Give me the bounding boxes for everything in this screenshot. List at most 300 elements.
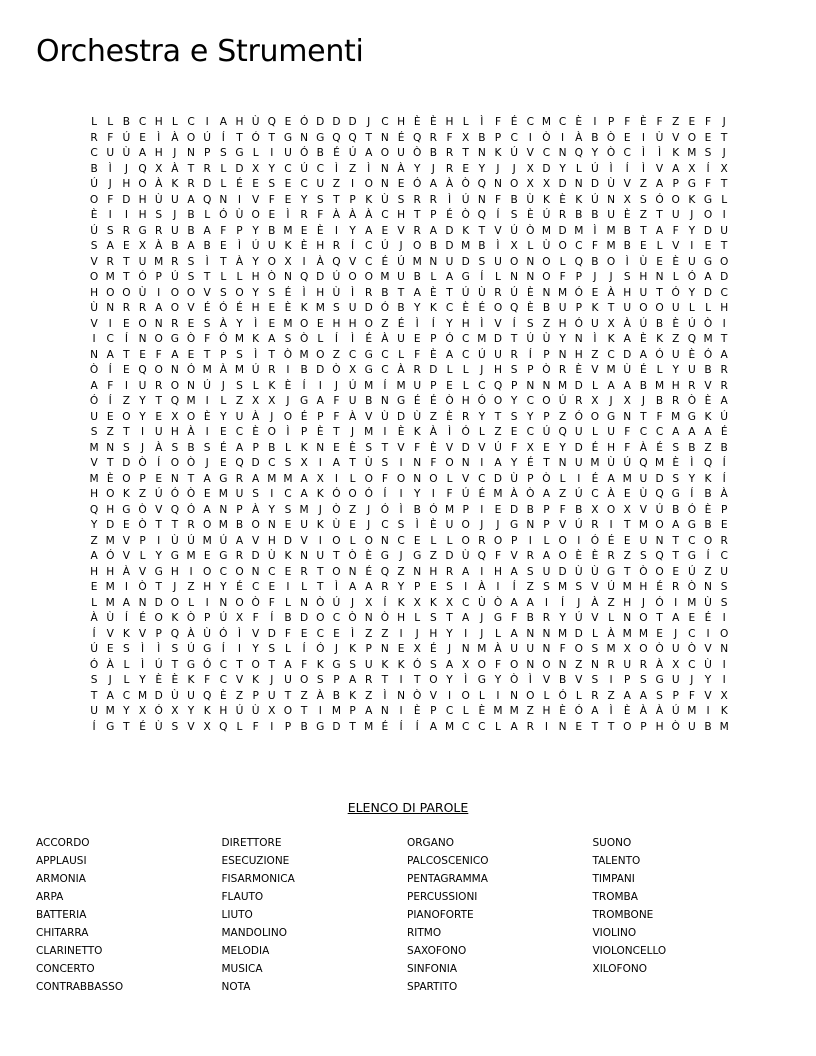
grid-letter: O (235, 596, 244, 609)
grid-letter: N (623, 612, 632, 624)
grid-letter: H (397, 116, 406, 128)
grid-letter: Í (383, 379, 387, 392)
grid-letter: V (122, 550, 131, 562)
grid-letter: U (639, 286, 648, 299)
grid-row (86, 627, 732, 643)
grid-letter: Y (478, 162, 486, 175)
grid-letter: X (623, 503, 631, 516)
grid-letter: Ó (429, 503, 438, 516)
grid-letter: Ò (639, 565, 648, 578)
grid-letter: T (123, 255, 130, 268)
grid-letter: Ú (494, 441, 502, 454)
grid-letter: Í (722, 472, 726, 485)
grid-letter: J (690, 674, 694, 686)
grid-letter: D (348, 116, 357, 128)
grid-letter: Ò (606, 147, 616, 159)
grid-letter: Ú (187, 534, 195, 547)
grid-letter: K (300, 441, 308, 454)
grid-letter: T (123, 720, 130, 733)
grid-letter: S (123, 643, 130, 655)
word-item: BATTERIA (36, 909, 87, 921)
grid-letter: O (122, 410, 131, 423)
grid-letter: È (252, 426, 259, 438)
grid-letter: D (574, 627, 583, 640)
grid-letter: J (722, 147, 726, 159)
grid-letter: H (639, 271, 648, 283)
grid-letter: U (267, 689, 276, 702)
grid-letter: Ì (140, 658, 145, 671)
word-item: TROMBONE (592, 909, 654, 921)
grid-letter: Y (252, 224, 259, 237)
grid-row (86, 146, 732, 162)
grid-letter: A (494, 457, 502, 469)
grid-letter: R (155, 379, 163, 392)
grid-letter: K (672, 147, 680, 159)
grid-letter: O (639, 612, 648, 624)
grid-letter: J (415, 627, 419, 640)
grid-letter: A (462, 612, 470, 624)
grid-letter: À (122, 565, 131, 578)
grid-letter: O (170, 379, 180, 392)
grid-letter: I (270, 488, 274, 500)
grid-letter: Ú (687, 317, 696, 330)
grid-letter: S (656, 689, 663, 702)
grid-letter: F (204, 333, 211, 345)
grid-letter: V (122, 534, 131, 547)
grid-letter: Q (267, 116, 276, 128)
grid-letter: Ó (380, 503, 390, 516)
grid-letter: M (105, 596, 115, 609)
grid-letter: Í (108, 364, 112, 376)
grid-letter: U (170, 224, 179, 237)
word-item: ACCORDO (36, 837, 90, 849)
grid-letter: V (494, 224, 502, 237)
grid-letter: Ú (591, 162, 599, 175)
grid-letter: I (722, 612, 726, 624)
grid-letter: U (591, 317, 599, 330)
grid-letter: B (268, 441, 276, 454)
grid-row (86, 286, 732, 302)
grid-letter: L (575, 689, 582, 702)
grid-letter: U (138, 255, 147, 268)
grid-letter: N (187, 379, 195, 392)
grid-letter: M (461, 240, 471, 252)
grid-letter: N (187, 147, 195, 159)
grid-letter: V (187, 302, 195, 314)
grid-letter: S (171, 643, 179, 655)
grid-letter: L (591, 627, 598, 640)
grid-letter: H (494, 565, 502, 578)
grid-letter: E (123, 240, 130, 252)
grid-letter: O (154, 333, 163, 345)
grid-letter: Ò (332, 503, 341, 516)
grid-letter: C (478, 379, 486, 392)
grid-letter: V (639, 503, 648, 516)
grid-letter: V (623, 178, 631, 190)
grid-letter: Q (413, 131, 422, 144)
grid-letter: B (429, 147, 437, 159)
grid-letter: F (446, 488, 453, 500)
grid-letter: E (656, 255, 663, 268)
grid-letter: V (510, 550, 518, 562)
grid-letter: T (623, 519, 631, 531)
grid-letter: P (527, 472, 534, 485)
grid-letter: P (203, 147, 211, 159)
grid-letter: L (721, 193, 728, 206)
grid-letter: T (672, 550, 679, 562)
word-item: XILOFONO (592, 963, 647, 975)
grid-letter: C (688, 658, 696, 671)
grid-letter: I (480, 565, 484, 578)
grid-letter: L (495, 720, 501, 733)
grid-letter: N (607, 193, 616, 206)
grid-letter: À (90, 612, 98, 624)
grid-letter: E (623, 131, 631, 144)
grid-letter: C (478, 720, 486, 733)
grid-letter: N (461, 643, 470, 655)
grid-letter: L (543, 534, 550, 547)
grid-letter: S (478, 255, 486, 268)
grid-letter: I (480, 457, 484, 469)
grid-letter: D (461, 441, 470, 454)
grid-letter: O (558, 534, 567, 547)
grid-letter: C (381, 348, 389, 361)
grid-letter: É (478, 488, 486, 500)
grid-letter: D (122, 193, 131, 206)
grid-letter: È (203, 410, 211, 423)
grid-letter: Ú (170, 271, 179, 283)
grid-letter: N (542, 379, 551, 392)
grid-letter: D (429, 364, 438, 376)
grid-letter: O (461, 689, 470, 702)
grid-row (86, 441, 732, 457)
grid-letter: È (430, 519, 437, 531)
grid-letter: R (542, 612, 551, 624)
grid-letter: L (462, 705, 469, 717)
grid-letter: N (655, 271, 664, 283)
grid-letter: E (543, 441, 550, 454)
grid-letter: L (139, 550, 146, 562)
word-column (222, 834, 408, 996)
grid-letter: T (155, 395, 162, 407)
grid-letter: Ú (510, 286, 519, 299)
grid-letter: S (171, 720, 179, 733)
grid-letter: Ò (251, 596, 260, 609)
grid-letter: Ò (542, 364, 551, 376)
grid-letter: P (236, 224, 243, 237)
grid-letter: X (155, 162, 163, 175)
grid-letter: J (609, 271, 613, 283)
grid-letter: V (138, 565, 147, 578)
grid-letter: I (706, 627, 710, 640)
grid-letter: É (526, 457, 534, 469)
grid-letter: R (155, 224, 163, 237)
grid-letter: T (672, 534, 679, 547)
grid-letter: L (656, 364, 663, 376)
grid-letter: B (575, 209, 583, 221)
grid-letter: Í (706, 162, 710, 175)
grid-letter: É (236, 178, 243, 190)
grid-letter: X (348, 364, 357, 376)
grid-letter: Z (90, 534, 98, 547)
word-item: VIOLONCELLO (592, 945, 667, 957)
grid-letter: D (493, 333, 503, 345)
grid-letter: D (332, 720, 341, 733)
grid-letter: B (171, 240, 179, 252)
grid-letter: Í (512, 317, 516, 330)
grid-letter: À (639, 441, 648, 454)
grid-letter: L (349, 534, 356, 547)
grid-letter: B (655, 395, 664, 407)
grid-letter: À (365, 209, 373, 221)
grid-letter: E (704, 131, 712, 144)
grid-letter: L (349, 472, 356, 485)
grid-letter: U (316, 178, 325, 190)
grid-letter: R (413, 193, 421, 206)
grid-letter: E (446, 379, 453, 392)
grid-letter: N (300, 131, 309, 144)
grid-letter: I (108, 317, 112, 330)
grid-letter: Ó (219, 209, 228, 221)
grid-letter: K (607, 333, 615, 345)
grid-letter: Ù (704, 596, 712, 609)
grid-letter: N (510, 271, 519, 283)
grid-letter: Ù (332, 519, 341, 531)
grid-letter: Y (187, 705, 195, 717)
grid-letter: J (205, 457, 209, 469)
grid-letter: B (510, 193, 518, 206)
grid-letter: L (220, 395, 227, 407)
grid-letter: H (671, 379, 680, 392)
grid-row (86, 255, 732, 271)
grid-letter: X (623, 395, 631, 407)
grid-letter: Z (381, 627, 389, 640)
grid-letter: D (510, 503, 519, 516)
grid-letter: À (155, 240, 163, 252)
grid-letter: Ù (639, 255, 648, 268)
grid-letter: T (317, 581, 324, 593)
grid-letter: R (607, 658, 615, 671)
grid-letter: O (170, 457, 180, 469)
grid-letter: F (704, 178, 712, 190)
grid-row (86, 177, 732, 193)
grid-letter: V (90, 317, 98, 330)
grid-letter: C (365, 255, 373, 268)
grid-letter: I (722, 658, 726, 671)
grid-letter: X (542, 178, 551, 190)
grid-letter: Q (477, 550, 486, 562)
grid-letter: Ó (655, 348, 664, 361)
grid-letter: T (413, 209, 421, 221)
grid-letter: C (655, 426, 664, 438)
grid-letter: O (429, 472, 438, 485)
grid-letter: F (107, 131, 114, 144)
grid-letter: G (493, 612, 503, 624)
grid-letter: Ì (609, 705, 613, 717)
grid-letter: M (283, 224, 293, 237)
grid-letter: Z (526, 705, 534, 717)
grid-letter: T (591, 720, 599, 733)
grid-letter: V (348, 255, 357, 268)
grid-letter: E (268, 581, 276, 593)
grid-letter: M (671, 410, 681, 423)
grid-letter: À (575, 131, 583, 144)
grid-letter: Z (397, 565, 405, 578)
grid-letter: F (301, 658, 308, 671)
grid-letter: Ì (351, 286, 355, 299)
grid-letter: A (623, 379, 631, 392)
grid-letter: Í (351, 240, 355, 252)
grid-letter: L (317, 333, 324, 345)
grid-letter: A (316, 395, 324, 407)
grid-letter: O (235, 286, 244, 299)
grid-letter: H (558, 317, 567, 330)
grid-letter: T (284, 689, 292, 702)
grid-letter: O (203, 565, 212, 578)
grid-letter: À (187, 426, 195, 438)
grid-letter: S (268, 178, 276, 190)
grid-letter: O (283, 705, 293, 717)
grid-letter: Ú (477, 348, 486, 361)
grid-letter: T (236, 658, 243, 671)
grid-letter: D (316, 271, 325, 283)
grid-letter: S (203, 441, 211, 454)
grid-letter: N (574, 333, 583, 345)
grid-letter: Ú (154, 658, 163, 671)
grid-letter: Ù (90, 302, 98, 314)
grid-letter: O (493, 534, 503, 547)
grid-letter: X (284, 255, 292, 268)
grid-letter: Ù (381, 193, 389, 206)
grid-letter: U (90, 705, 98, 717)
grid-letter: À (494, 643, 502, 655)
grid-letter: C (720, 286, 728, 299)
grid-letter: E (155, 472, 163, 485)
grid-letter: Ù (267, 550, 276, 562)
grid-letter: G (170, 550, 179, 562)
grid-letter: R (365, 674, 373, 686)
grid-letter: K (591, 302, 599, 314)
grid-letter: È (623, 705, 631, 717)
grid-letter: A (672, 519, 680, 531)
grid-letter: T (607, 720, 615, 733)
grid-letter: F (381, 472, 388, 485)
grid-letter: U (413, 379, 422, 392)
grid-letter: D (332, 116, 341, 128)
grid-letter: Ú (203, 131, 212, 144)
grid-letter: V (591, 364, 599, 376)
grid-letter: X (623, 643, 631, 655)
grid-letter: B (381, 286, 389, 299)
grid-letter: O (122, 472, 131, 485)
grid-letter: N (655, 534, 664, 547)
grid-letter: F (494, 193, 502, 206)
grid-letter: L (285, 643, 291, 655)
grid-letter: Z (526, 581, 534, 593)
grid-letter: Ù (607, 457, 615, 469)
grid-letter: F (333, 395, 340, 407)
grid-letter: S (640, 674, 647, 686)
grid-letter: A (106, 348, 114, 361)
grid-letter: U (671, 674, 680, 686)
grid-letter: C (591, 488, 599, 500)
grid-letter: Ú (574, 519, 583, 531)
grid-letter: Q (332, 131, 341, 144)
grid-letter: R (300, 565, 308, 578)
grid-letter: F (624, 116, 631, 128)
grid-letter: S (187, 255, 195, 268)
grid-letter: Y (252, 643, 259, 655)
grid-letter: S (672, 441, 680, 454)
grid-letter: Ò (542, 472, 551, 485)
grid-letter: O (364, 472, 373, 485)
grid-letter: J (641, 395, 645, 407)
grid-letter: O (267, 255, 276, 268)
grid-letter: À (235, 255, 244, 268)
grid-letter: O (299, 317, 309, 330)
grid-letter: Í (221, 643, 225, 655)
grid-letter: É (381, 720, 389, 733)
grid-row (86, 162, 732, 178)
grid-letter: N (477, 193, 486, 206)
grid-letter: G (380, 550, 389, 562)
grid-letter: I (140, 426, 145, 438)
grid-letter: L (446, 364, 453, 376)
grid-letter: F (591, 240, 598, 252)
grid-letter: L (107, 116, 114, 128)
grid-letter: L (285, 441, 291, 454)
word-list (36, 834, 780, 996)
grid-row (86, 193, 732, 209)
grid-letter: A (607, 472, 615, 485)
grid-letter: O (364, 271, 373, 283)
grid-letter: C (365, 240, 373, 252)
grid-letter: Y (413, 302, 421, 314)
grid-letter: Z (429, 410, 437, 423)
grid-row (86, 379, 732, 395)
grid-letter: C (720, 550, 728, 562)
grid-letter: I (157, 534, 161, 547)
grid-letter: È (365, 550, 373, 562)
grid-letter: K (284, 550, 292, 562)
grid-letter: P (543, 348, 550, 361)
grid-letter: Y (220, 410, 227, 423)
grid-letter: L (236, 271, 243, 283)
grid-letter: U (623, 302, 632, 314)
grid-letter: B (478, 131, 486, 144)
grid-letter: X (526, 162, 534, 175)
grid-letter: X (672, 658, 680, 671)
grid-letter: Ó (219, 302, 228, 314)
grid-letter: C (268, 565, 276, 578)
grid-letter: K (203, 705, 211, 717)
grid-letter: M (638, 519, 648, 531)
grid-letter: À (397, 364, 405, 376)
grid-letter: B (332, 689, 341, 702)
grid-letter: X (365, 596, 373, 609)
grid-letter: M (283, 317, 293, 330)
grid-letter: R (494, 286, 502, 299)
grid-row (86, 115, 732, 131)
grid-letter: À (219, 364, 227, 376)
grid-letter: À (655, 705, 664, 717)
grid-letter: Ú (510, 224, 519, 237)
grid-letter: È (284, 379, 292, 392)
grid-letter: R (187, 519, 195, 531)
grid-letter: K (268, 379, 276, 392)
grid-letter: J (641, 596, 645, 609)
grid-letter: O (542, 395, 551, 407)
